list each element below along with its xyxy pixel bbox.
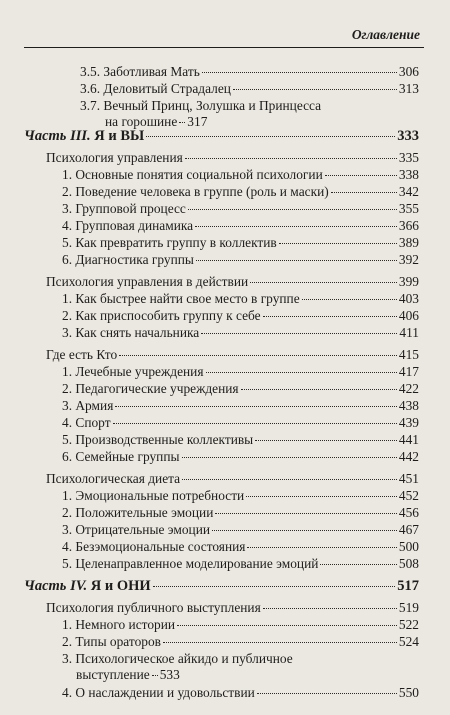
toc-entry-title: 2. Положительные эмоции [62, 505, 214, 520]
toc-subentry[interactable] [62, 556, 419, 572]
toc-entry-title: 3.5. Заботливая Мать [80, 64, 200, 79]
leader-dots [212, 530, 397, 531]
toc-subentry[interactable] [62, 381, 419, 397]
leader-dots [185, 158, 397, 159]
toc-entry-title: 4. О наслаждении и удовольствии [62, 685, 255, 700]
toc-entry-page: 550 [398, 685, 419, 700]
leader-dots [179, 122, 185, 123]
leader-dots [263, 316, 397, 317]
leader-dots [215, 513, 397, 514]
toc-entry-3-5[interactable] [80, 64, 419, 80]
toc-subentry[interactable] [62, 432, 419, 448]
toc-entry-title: 3. Психологическое айкидо и публичное [62, 651, 293, 666]
leader-dots [263, 608, 397, 609]
toc-section-public-speaking[interactable] [46, 600, 419, 616]
toc-entry-page: 389 [398, 235, 419, 250]
toc-subentry[interactable] [62, 201, 419, 217]
toc-entry-page: 411 [399, 325, 419, 340]
toc-entry-title-continued: выступление [76, 667, 150, 682]
toc-entry-title: 2. Педагогические учреждения [62, 381, 239, 396]
part-number: Часть IV. [24, 578, 88, 594]
running-header-title: Оглавление [351, 27, 420, 42]
toc-entry-title: Психология управления в действии [46, 274, 249, 289]
toc-entry-page: 335 [398, 150, 419, 165]
toc-entry-page: 399 [398, 274, 419, 289]
toc-entry-page: 439 [398, 415, 419, 430]
toc-entry-title: 1. Немного истории [62, 617, 176, 632]
toc-entry-title: 4. Групповая динамика [62, 218, 194, 233]
toc-subentry[interactable] [62, 415, 419, 431]
leader-dots [206, 372, 397, 373]
part-number: Часть III. [24, 128, 91, 144]
toc-subentry[interactable] [62, 325, 419, 341]
toc-subentry[interactable] [62, 634, 419, 650]
toc-entry-page: 500 [398, 539, 419, 554]
toc-part-3[interactable] [24, 128, 419, 144]
toc-entry-title: 3. Как снять начальника [62, 325, 200, 340]
leader-dots [247, 547, 396, 548]
toc-entry-page: 522 [398, 617, 419, 632]
leader-dots [325, 175, 397, 176]
toc-entry-title: 1. Как быстрее найти свое место в группе [62, 291, 300, 306]
leader-dots [279, 243, 397, 244]
toc-entry-page: 442 [398, 449, 419, 464]
toc-entry-title: Психология публичного выступления [46, 600, 261, 615]
toc-entry-title: Психология управления [46, 150, 183, 165]
toc-subentry[interactable] [62, 235, 419, 251]
toc-entry-page: 467 [398, 522, 419, 537]
leader-dots [195, 226, 397, 227]
toc-entry-page: 533 [159, 667, 180, 682]
leader-dots [163, 642, 397, 643]
leader-dots [146, 136, 395, 137]
toc-entry-page: 417 [398, 364, 419, 379]
toc-entry-page: 403 [398, 291, 419, 306]
toc-subentry[interactable] [62, 449, 419, 465]
toc-entry-title: 1. Основные понятия социальной психологии [62, 167, 323, 182]
toc-entry-title: Психологическая диета [46, 471, 181, 486]
leader-dots [119, 355, 397, 356]
toc-entry-page: 441 [398, 432, 419, 447]
leader-dots [201, 333, 397, 334]
toc-part-4[interactable] [24, 578, 419, 594]
toc-entry-title: 3.7. Вечный Принц, Золушка и Принцесса [80, 98, 322, 113]
toc-entry-page: 338 [398, 167, 419, 182]
toc-entry-title: 2. Как приспособить группу к себе [62, 308, 261, 323]
toc-entry-page: 317 [187, 114, 208, 129]
toc-entry-page: 422 [398, 381, 419, 396]
toc-subentry[interactable] [62, 685, 419, 701]
toc-subentry[interactable] [62, 539, 419, 555]
toc-entry-title: 5. Целенаправленное моделирование эмоций [62, 556, 319, 571]
toc-entry-title: 4. Спорт [62, 415, 111, 430]
toc-subentry[interactable] [62, 522, 419, 538]
toc-entry-title: 6. Диагностика группы [62, 252, 194, 267]
toc-entry-title: 6. Семейные группы [62, 449, 180, 464]
leader-dots [196, 260, 397, 261]
toc-section-where-is-who[interactable] [46, 347, 419, 363]
leader-dots [255, 440, 397, 441]
toc-entry-page: 333 [397, 128, 419, 144]
toc-entry-title: 2. Типы ораторов [62, 634, 161, 649]
toc-entry-title: 4. Безэмоциональные состояния [62, 539, 246, 554]
toc-entry-page: 366 [398, 218, 419, 233]
toc-entry-page: 392 [398, 252, 419, 267]
toc-subentry[interactable] [62, 488, 419, 504]
leader-dots [250, 282, 397, 283]
leader-dots [302, 299, 397, 300]
toc-entry-title: 3. Армия [62, 398, 114, 413]
toc-subentry[interactable] [62, 218, 419, 234]
toc-subentry[interactable] [62, 308, 419, 324]
toc-entry-page: 355 [398, 201, 419, 216]
leader-dots [177, 625, 397, 626]
toc-subentry[interactable] [62, 505, 419, 521]
toc-subentry[interactable] [62, 252, 419, 268]
leader-dots [182, 457, 397, 458]
toc-subentry[interactable] [62, 184, 419, 200]
toc-entry-page: 452 [398, 488, 419, 503]
toc-entry-page: 524 [398, 634, 419, 649]
toc-entry-page: 451 [398, 471, 419, 486]
toc-entry-page: 517 [397, 578, 419, 594]
leader-dots [241, 389, 397, 390]
toc-subentry[interactable] [62, 651, 419, 683]
leader-dots [320, 564, 396, 565]
toc-entry-title: 3.6. Деловитый Страдалец [80, 81, 231, 96]
leader-dots [113, 423, 397, 424]
toc-entry-title: Где есть Кто [46, 347, 118, 362]
toc-entry-title-continued: на горошине [105, 114, 178, 129]
leader-dots [115, 406, 397, 407]
part-title: Я и ВЫ [90, 128, 145, 144]
toc-entry-title: 1. Лечебные учреждения [62, 364, 204, 379]
toc-entry-page: 415 [398, 347, 419, 362]
leader-dots [233, 89, 397, 90]
leader-dots [331, 192, 397, 193]
leader-dots [182, 479, 397, 480]
leader-dots [152, 675, 158, 676]
toc-subentry[interactable] [62, 617, 419, 633]
toc-section-management-psychology[interactable] [46, 150, 419, 166]
leader-dots [202, 72, 397, 73]
toc-entry-title: 2. Поведение человека в группе (роль и маски) [62, 184, 329, 199]
toc-entry-title: 5. Как превратить группу в коллектив [62, 235, 277, 250]
toc-entry-title: 3. Групповой процесс [62, 201, 186, 216]
leader-dots [257, 693, 397, 694]
toc-subentry[interactable] [62, 167, 419, 183]
toc-entry-title: 3. Отрицательные эмоции [62, 522, 211, 537]
toc-entry-page: 306 [398, 64, 419, 79]
part-title: Я и ОНИ [87, 578, 151, 594]
leader-dots [246, 496, 397, 497]
leader-dots [153, 586, 396, 587]
toc-entry-3-7[interactable] [80, 98, 419, 130]
toc-entry-3-6[interactable] [80, 81, 419, 97]
toc-section-psychological-diet[interactable] [46, 471, 419, 487]
leader-dots [188, 209, 397, 210]
toc-entry-page: 438 [398, 398, 419, 413]
toc-entry-page: 313 [398, 81, 419, 96]
header-divider [24, 47, 424, 48]
toc-subentry[interactable] [62, 364, 419, 380]
toc-entry-page: 519 [398, 600, 419, 615]
toc-entry-title: 1. Эмоциональные потребности [62, 488, 245, 503]
toc-entry-title: 5. Производственные коллективы [62, 432, 254, 447]
toc-entry-page: 508 [398, 556, 419, 571]
toc-entry-page: 456 [398, 505, 419, 520]
toc-entry-page: 342 [398, 184, 419, 199]
toc-entry-page: 406 [398, 308, 419, 323]
toc-subentry[interactable] [62, 291, 419, 307]
toc-subentry[interactable] [62, 398, 419, 414]
toc-section-management-in-action[interactable] [46, 274, 419, 290]
